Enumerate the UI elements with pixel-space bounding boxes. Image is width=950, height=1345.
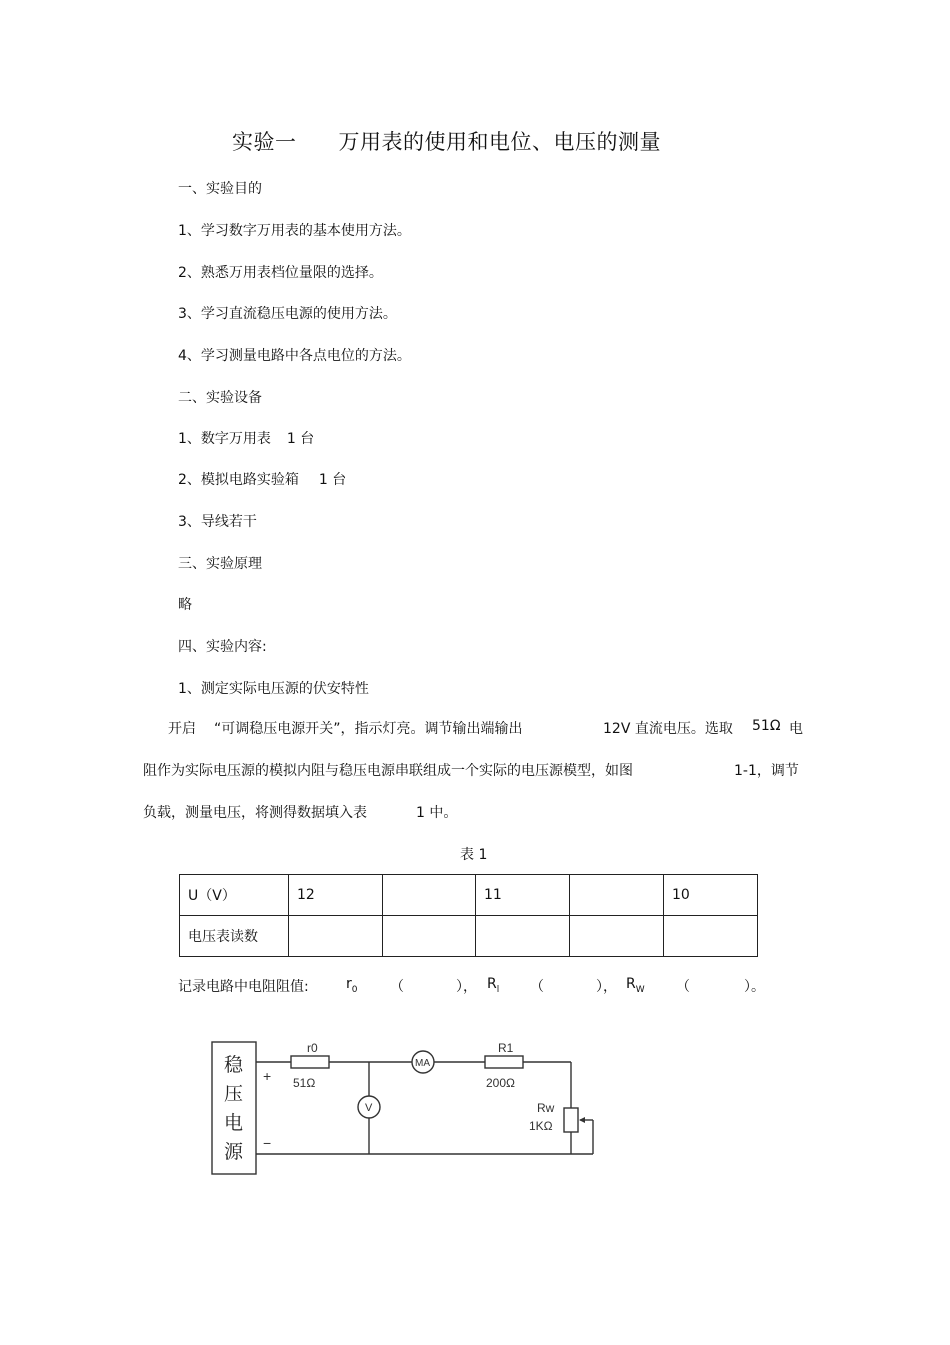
title-part2: 万用表的使用和电位、电压的测量 — [338, 130, 661, 154]
source-char: 稳 — [224, 1054, 244, 1076]
section1-heading: 一、实验目的 — [178, 181, 262, 197]
table-cell — [383, 875, 476, 916]
table-cell: 10 — [664, 875, 758, 916]
table-cell — [664, 916, 758, 957]
record-r0 — [346, 976, 358, 995]
record-p1: （ — [390, 979, 404, 995]
source-char: 压 — [224, 1083, 244, 1105]
para-l1c: 12V 直流电压。选取 — [603, 721, 733, 737]
rw-label: Rw — [537, 1101, 555, 1115]
rw-value: 1KΩ — [529, 1119, 553, 1133]
rw-rheostat — [564, 1108, 578, 1132]
rw-sub: W — [635, 985, 645, 995]
r0-label: r0 — [307, 1041, 318, 1055]
table-cell — [476, 916, 570, 957]
record-p2c: ）， — [596, 979, 617, 995]
s1-item: 3、学习直流稳压电源的使用方法。 — [178, 306, 397, 322]
para-l2a: 阻作为实际电压源的模拟内阻与稳压电源串联组成一个实际的电压源模型，如图 — [143, 763, 633, 779]
ammeter-label: MA — [415, 1058, 430, 1069]
s2-item — [178, 428, 314, 448]
rw-symbol: R — [626, 976, 636, 992]
r0-value: 51Ω — [293, 1076, 316, 1090]
para-l1a: 开启 — [168, 721, 196, 737]
r1-symbol: R — [487, 976, 497, 992]
table-cell: U（V） — [180, 875, 289, 916]
para-l2b: 1-1，调节 — [734, 763, 799, 779]
table-cell: 电压表读数 — [180, 916, 289, 957]
para-l1b: “可调稳压电源开关”，指示灯亮。调节输出端输出 — [214, 721, 523, 737]
record-p3c: ）。 — [744, 979, 765, 995]
data-table — [179, 874, 758, 957]
record-prefix: 记录电路中电阻阻值: — [178, 979, 309, 995]
voltmeter-label: V — [365, 1102, 373, 1114]
table-cell — [570, 916, 664, 957]
table-cell: 11 — [476, 875, 570, 916]
s2-item2-text: 2、模拟电路实验箱 — [178, 472, 299, 488]
table-row — [180, 916, 758, 957]
s2-item — [178, 469, 346, 489]
para-line1 — [168, 718, 523, 738]
table-row — [180, 875, 758, 916]
s2-item2-qty: 1 台 — [318, 472, 347, 488]
record-p2: （ — [530, 979, 544, 995]
table-cell — [570, 875, 664, 916]
r1-label: R1 — [498, 1041, 514, 1055]
source-char: 电 — [224, 1112, 244, 1134]
title-part1: 实验一 — [232, 130, 297, 154]
circuit-diagram — [207, 1032, 597, 1180]
source-char: 源 — [224, 1141, 244, 1163]
s2-item: 3、导线若干 — [178, 514, 257, 530]
section3-heading: 三、实验原理 — [178, 556, 262, 572]
section2-heading: 二、实验设备 — [178, 390, 262, 406]
para-l3b: 1 中。 — [416, 805, 458, 821]
section4-heading: 四、实验内容: — [178, 639, 267, 655]
record-r1 — [487, 976, 499, 995]
page-title — [232, 126, 661, 156]
plus-sign: + — [263, 1068, 272, 1084]
para-l3a: 负载，测量电压，将测得数据填入表 — [143, 805, 367, 821]
para-l1d: 51Ω — [752, 718, 781, 734]
s1-item: 1、学习数字万用表的基本使用方法。 — [178, 223, 411, 239]
record-p3: （ — [676, 979, 690, 995]
r0-sub: 0 — [351, 985, 358, 995]
r0-resistor — [291, 1056, 329, 1068]
r1-value: 200Ω — [486, 1076, 515, 1090]
record-p1c: ）， — [456, 979, 477, 995]
table-cell: 12 — [289, 875, 383, 916]
s1-item: 4、学习测量电路中各点电位的方法。 — [178, 348, 411, 364]
r1-resistor — [485, 1056, 523, 1068]
wiper-arrow — [579, 1117, 585, 1123]
para-l1e: 电 — [789, 721, 803, 737]
minus-sign: − — [263, 1135, 272, 1151]
table-caption: 表 1 — [460, 847, 488, 863]
table-cell — [289, 916, 383, 957]
s2-item1-qty: 1 台 — [286, 431, 315, 447]
section3-body: 略 — [178, 597, 192, 613]
table-cell — [383, 916, 476, 957]
section4-sub1: 1、测定实际电压源的伏安特性 — [178, 681, 369, 697]
record-rw — [626, 976, 645, 995]
s1-item: 2、熟悉万用表档位量限的选择。 — [178, 265, 383, 281]
r1-sub: l — [496, 985, 500, 995]
r0-symbol: r — [346, 976, 352, 992]
s2-item1-text: 1、数字万用表 — [178, 431, 271, 447]
